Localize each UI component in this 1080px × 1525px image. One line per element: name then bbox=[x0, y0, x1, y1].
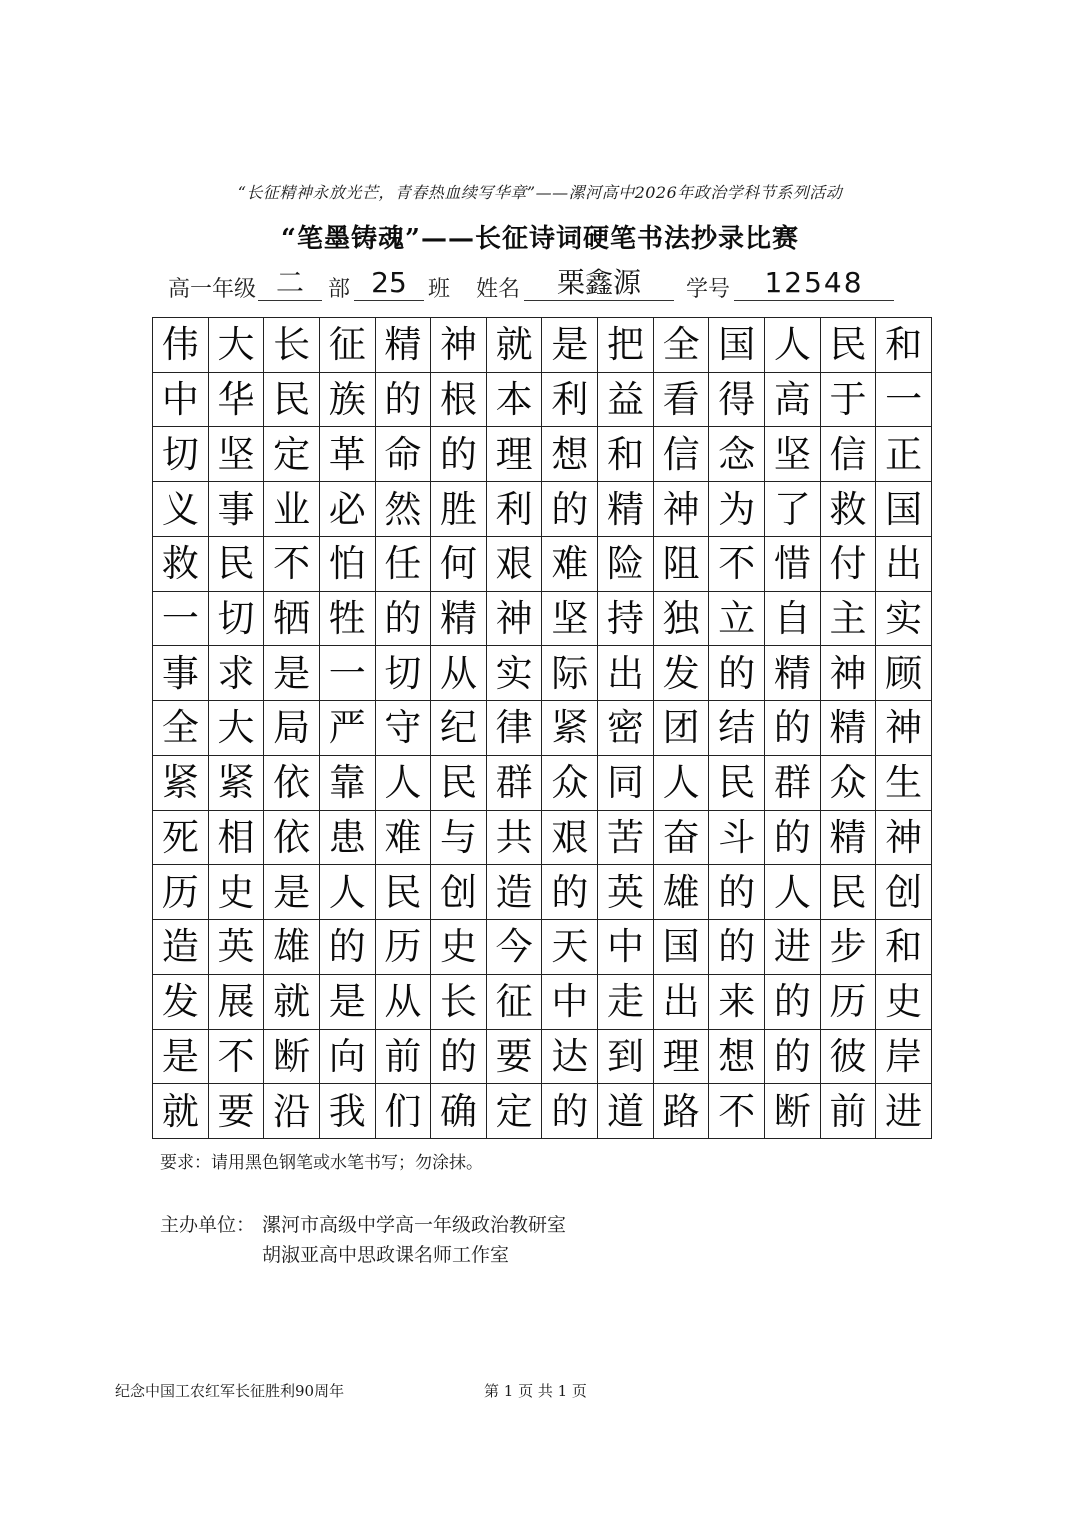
grid-cell: 前 bbox=[821, 1084, 877, 1139]
grid-cell: 正 bbox=[876, 427, 932, 482]
grid-cell: 的 bbox=[542, 1084, 598, 1139]
grid-cell: 的 bbox=[542, 865, 598, 920]
grid-cell: 的 bbox=[431, 1030, 487, 1085]
grid-cell: 益 bbox=[598, 373, 654, 428]
grid-cell: 不 bbox=[209, 1030, 265, 1085]
grid-cell: 和 bbox=[876, 318, 932, 373]
grid-cell: 理 bbox=[654, 1030, 710, 1085]
calligraphy-grid bbox=[152, 317, 932, 1139]
grid-cell: 依 bbox=[264, 811, 320, 866]
grid-cell: 紧 bbox=[209, 756, 265, 811]
grid-cell: 怕 bbox=[320, 537, 376, 592]
grid-cell: 创 bbox=[876, 865, 932, 920]
grid-cell: 的 bbox=[376, 592, 432, 647]
grid-cell: 走 bbox=[598, 975, 654, 1030]
grid-cell: 不 bbox=[709, 1084, 765, 1139]
grid-cell: 必 bbox=[320, 482, 376, 537]
grid-cell: 出 bbox=[598, 646, 654, 701]
grid-cell: 神 bbox=[821, 646, 877, 701]
grid-cell: 精 bbox=[765, 646, 821, 701]
footer-commemoration: 纪念中国工农红军长征胜利90周年 bbox=[115, 1382, 345, 1400]
grid-cell: 是 bbox=[264, 646, 320, 701]
grid-cell: 群 bbox=[487, 756, 543, 811]
grid-cell: 的 bbox=[709, 865, 765, 920]
class-label: 班 bbox=[428, 277, 451, 302]
grid-cell: 是 bbox=[320, 975, 376, 1030]
grid-cell: 守 bbox=[376, 701, 432, 756]
grid-cell: 患 bbox=[320, 811, 376, 866]
grid-cell: 根 bbox=[431, 373, 487, 428]
grid-cell: 的 bbox=[709, 920, 765, 975]
grid-cell: 牲 bbox=[320, 592, 376, 647]
grid-cell: 的 bbox=[431, 427, 487, 482]
grid-cell: 确 bbox=[431, 1084, 487, 1139]
grid-cell: 进 bbox=[765, 920, 821, 975]
grid-cell: 的 bbox=[765, 701, 821, 756]
grid-cell: 惜 bbox=[765, 537, 821, 592]
grid-cell: 精 bbox=[598, 482, 654, 537]
grid-cell: 的 bbox=[765, 975, 821, 1030]
grid-cell: 来 bbox=[709, 975, 765, 1030]
grid-cell: 业 bbox=[264, 482, 320, 537]
grid-cell: 民 bbox=[821, 865, 877, 920]
grid-cell: 大 bbox=[209, 318, 265, 373]
grid-cell: 大 bbox=[209, 701, 265, 756]
grid-cell: 要 bbox=[209, 1084, 265, 1139]
grid-cell: 神 bbox=[487, 592, 543, 647]
department-label: 部 bbox=[328, 277, 351, 302]
grid-cell: 华 bbox=[209, 373, 265, 428]
page-number: 第 1 页 共 1 页 bbox=[484, 1382, 587, 1400]
grid-cell: 阻 bbox=[654, 537, 710, 592]
grid-cell: 了 bbox=[765, 482, 821, 537]
grid-cell: 苦 bbox=[598, 811, 654, 866]
grid-cell: 为 bbox=[709, 482, 765, 537]
grid-cell: 从 bbox=[431, 646, 487, 701]
grid-cell: 出 bbox=[876, 537, 932, 592]
grid-cell: 英 bbox=[598, 865, 654, 920]
grid-cell: 紧 bbox=[153, 756, 209, 811]
grid-cell: 人 bbox=[765, 318, 821, 373]
grid-cell: 精 bbox=[376, 318, 432, 373]
grid-cell: 不 bbox=[709, 537, 765, 592]
grid-cell: 民 bbox=[709, 756, 765, 811]
competition-title: “笔墨铸魂”——长征诗词硬笔书法抄录比赛 bbox=[281, 224, 799, 254]
grid-cell: 靠 bbox=[320, 756, 376, 811]
grid-cell: 结 bbox=[709, 701, 765, 756]
grid-cell: 把 bbox=[598, 318, 654, 373]
grid-cell: 我 bbox=[320, 1084, 376, 1139]
grid-cell: 艰 bbox=[487, 537, 543, 592]
grid-cell: 雄 bbox=[264, 920, 320, 975]
grid-cell: 中 bbox=[598, 920, 654, 975]
grid-cell: 征 bbox=[487, 975, 543, 1030]
grid-cell: 纪 bbox=[431, 701, 487, 756]
grid-cell: 于 bbox=[821, 373, 877, 428]
grid-cell: 人 bbox=[654, 756, 710, 811]
grid-cell: 密 bbox=[598, 701, 654, 756]
grid-cell: 定 bbox=[264, 427, 320, 482]
grid-cell: 民 bbox=[821, 318, 877, 373]
grid-cell: 死 bbox=[153, 811, 209, 866]
class-field: 25 bbox=[354, 266, 424, 301]
grid-cell: 持 bbox=[598, 592, 654, 647]
grid-cell: 生 bbox=[876, 756, 932, 811]
grid-cell: 坚 bbox=[765, 427, 821, 482]
grid-cell: 然 bbox=[376, 482, 432, 537]
grid-cell: 何 bbox=[431, 537, 487, 592]
organizer-label: 主办单位： bbox=[160, 1214, 256, 1236]
grid-cell: 精 bbox=[821, 701, 877, 756]
grid-cell: 就 bbox=[487, 318, 543, 373]
grid-cell: 到 bbox=[598, 1030, 654, 1085]
grid-cell: 是 bbox=[264, 865, 320, 920]
grid-cell: 的 bbox=[542, 482, 598, 537]
grid-cell: 与 bbox=[431, 811, 487, 866]
grid-cell: 坚 bbox=[542, 592, 598, 647]
grid-cell: 律 bbox=[487, 701, 543, 756]
grid-cell: 民 bbox=[264, 373, 320, 428]
grid-cell: 不 bbox=[264, 537, 320, 592]
grid-cell: 达 bbox=[542, 1030, 598, 1085]
grid-cell: 难 bbox=[542, 537, 598, 592]
grid-cell: 向 bbox=[320, 1030, 376, 1085]
grid-cell: 民 bbox=[376, 865, 432, 920]
grid-cell: 历 bbox=[376, 920, 432, 975]
grid-cell: 英 bbox=[209, 920, 265, 975]
grid-cell: 人 bbox=[765, 865, 821, 920]
grid-cell: 斗 bbox=[709, 811, 765, 866]
grid-cell: 想 bbox=[709, 1030, 765, 1085]
grid-cell: 高 bbox=[765, 373, 821, 428]
grid-cell: 依 bbox=[264, 756, 320, 811]
grid-cell: 利 bbox=[487, 482, 543, 537]
grid-cell: 立 bbox=[709, 592, 765, 647]
grid-cell: 伟 bbox=[153, 318, 209, 373]
grid-cell: 彼 bbox=[821, 1030, 877, 1085]
grid-cell: 是 bbox=[153, 1030, 209, 1085]
grid-cell: 全 bbox=[654, 318, 710, 373]
grid-cell: 的 bbox=[765, 1030, 821, 1085]
grid-cell: 信 bbox=[654, 427, 710, 482]
grid-cell: 全 bbox=[153, 701, 209, 756]
grid-cell: 切 bbox=[153, 427, 209, 482]
grid-cell: 长 bbox=[431, 975, 487, 1030]
grid-cell: 信 bbox=[821, 427, 877, 482]
student-info-row bbox=[168, 266, 908, 306]
grid-cell: 族 bbox=[320, 373, 376, 428]
grid-cell: 胜 bbox=[431, 482, 487, 537]
grid-cell: 人 bbox=[376, 756, 432, 811]
grid-cell: 是 bbox=[542, 318, 598, 373]
grid-cell: 牺 bbox=[264, 592, 320, 647]
grid-cell: 精 bbox=[821, 811, 877, 866]
grid-cell: 从 bbox=[376, 975, 432, 1030]
grid-cell: 坚 bbox=[209, 427, 265, 482]
grid-cell: 同 bbox=[598, 756, 654, 811]
grid-cell: 严 bbox=[320, 701, 376, 756]
grid-cell: 革 bbox=[320, 427, 376, 482]
grid-cell: 长 bbox=[264, 318, 320, 373]
grid-cell: 史 bbox=[876, 975, 932, 1030]
grid-cell: 事 bbox=[209, 482, 265, 537]
grid-cell: 征 bbox=[320, 318, 376, 373]
grid-cell: 理 bbox=[487, 427, 543, 482]
grid-cell: 史 bbox=[431, 920, 487, 975]
grid-cell: 断 bbox=[264, 1030, 320, 1085]
grid-cell: 实 bbox=[487, 646, 543, 701]
grid-cell: 自 bbox=[765, 592, 821, 647]
grid-cell: 共 bbox=[487, 811, 543, 866]
grid-cell: 命 bbox=[376, 427, 432, 482]
organizer-secondary: 胡淑亚高中思政课名师工作室 bbox=[262, 1244, 510, 1266]
grid-cell: 一 bbox=[153, 592, 209, 647]
grid-cell: 们 bbox=[376, 1084, 432, 1139]
grid-cell: 救 bbox=[821, 482, 877, 537]
grid-cell: 和 bbox=[876, 920, 932, 975]
grid-cell: 神 bbox=[654, 482, 710, 537]
grid-cell: 出 bbox=[654, 975, 710, 1030]
event-subtitle: “长征精神永放光芒，青春热血续写华章”——漯河高中2026年政治学科节系列活动 bbox=[237, 183, 843, 202]
grid-cell: 断 bbox=[765, 1084, 821, 1139]
grid-cell: 艰 bbox=[542, 811, 598, 866]
student-id-field: 12548 bbox=[734, 266, 894, 301]
grid-cell: 主 bbox=[821, 592, 877, 647]
grid-cell: 付 bbox=[821, 537, 877, 592]
grid-cell: 事 bbox=[153, 646, 209, 701]
grid-cell: 就 bbox=[264, 975, 320, 1030]
grid-cell: 步 bbox=[821, 920, 877, 975]
grid-cell: 本 bbox=[487, 373, 543, 428]
grid-cell: 路 bbox=[654, 1084, 710, 1139]
grid-cell: 民 bbox=[209, 537, 265, 592]
student-id-label: 学号 bbox=[686, 277, 731, 302]
grid-cell: 的 bbox=[320, 920, 376, 975]
grid-cell: 群 bbox=[765, 756, 821, 811]
grid-cell: 紧 bbox=[542, 701, 598, 756]
grid-cell: 造 bbox=[153, 920, 209, 975]
grid-cell: 的 bbox=[376, 373, 432, 428]
grid-cell: 独 bbox=[654, 592, 710, 647]
name-label: 姓名 bbox=[476, 277, 521, 302]
grid-cell: 际 bbox=[542, 646, 598, 701]
grid-cell: 和 bbox=[598, 427, 654, 482]
writing-requirement: 要求：请用黑色钢笔或水笔书写；勿涂抹。 bbox=[160, 1153, 483, 1173]
grid-cell: 顾 bbox=[876, 646, 932, 701]
grid-cell: 任 bbox=[376, 537, 432, 592]
grid-cell: 历 bbox=[153, 865, 209, 920]
grid-cell: 一 bbox=[876, 373, 932, 428]
grid-cell: 局 bbox=[264, 701, 320, 756]
grid-cell: 前 bbox=[376, 1030, 432, 1085]
grid-cell: 一 bbox=[320, 646, 376, 701]
grid-cell: 相 bbox=[209, 811, 265, 866]
grid-cell: 沿 bbox=[264, 1084, 320, 1139]
grid-cell: 雄 bbox=[654, 865, 710, 920]
grid-cell: 岸 bbox=[876, 1030, 932, 1085]
grid-cell: 人 bbox=[320, 865, 376, 920]
grid-cell: 天 bbox=[542, 920, 598, 975]
grid-cell: 难 bbox=[376, 811, 432, 866]
grid-cell: 造 bbox=[487, 865, 543, 920]
grid-cell: 进 bbox=[876, 1084, 932, 1139]
grid-cell: 险 bbox=[598, 537, 654, 592]
grid-cell: 看 bbox=[654, 373, 710, 428]
grid-cell: 神 bbox=[876, 811, 932, 866]
organizer-primary: 漯河市高级中学高一年级政治教研室 bbox=[262, 1214, 567, 1236]
grid-cell: 创 bbox=[431, 865, 487, 920]
grade-label: 高一年级 bbox=[168, 277, 257, 302]
grid-cell: 想 bbox=[542, 427, 598, 482]
grid-cell: 展 bbox=[209, 975, 265, 1030]
grid-cell: 史 bbox=[209, 865, 265, 920]
grid-cell: 精 bbox=[431, 592, 487, 647]
grid-cell: 求 bbox=[209, 646, 265, 701]
grid-cell: 念 bbox=[709, 427, 765, 482]
department-field: 二 bbox=[258, 266, 322, 301]
grid-cell: 国 bbox=[709, 318, 765, 373]
grid-cell: 的 bbox=[765, 811, 821, 866]
grid-cell: 道 bbox=[598, 1084, 654, 1139]
grid-cell: 发 bbox=[654, 646, 710, 701]
grid-cell: 历 bbox=[821, 975, 877, 1030]
grid-cell: 神 bbox=[876, 701, 932, 756]
grid-cell: 切 bbox=[376, 646, 432, 701]
grid-cell: 国 bbox=[654, 920, 710, 975]
name-field: 栗鑫源 bbox=[524, 266, 674, 301]
grid-cell: 就 bbox=[153, 1084, 209, 1139]
grid-cell: 要 bbox=[487, 1030, 543, 1085]
grid-cell: 的 bbox=[709, 646, 765, 701]
grid-cell: 得 bbox=[709, 373, 765, 428]
grid-cell: 发 bbox=[153, 975, 209, 1030]
grid-cell: 中 bbox=[542, 975, 598, 1030]
grid-cell: 奋 bbox=[654, 811, 710, 866]
grid-cell: 救 bbox=[153, 537, 209, 592]
grid-cell: 定 bbox=[487, 1084, 543, 1139]
grid-cell: 义 bbox=[153, 482, 209, 537]
grid-cell: 中 bbox=[153, 373, 209, 428]
grid-cell: 国 bbox=[876, 482, 932, 537]
grid-cell: 今 bbox=[487, 920, 543, 975]
grid-cell: 众 bbox=[821, 756, 877, 811]
grid-cell: 实 bbox=[876, 592, 932, 647]
grid-cell: 民 bbox=[431, 756, 487, 811]
grid-cell: 切 bbox=[209, 592, 265, 647]
grid-cell: 神 bbox=[431, 318, 487, 373]
grid-cell: 利 bbox=[542, 373, 598, 428]
grid-cell: 团 bbox=[654, 701, 710, 756]
grid-cell: 众 bbox=[542, 756, 598, 811]
